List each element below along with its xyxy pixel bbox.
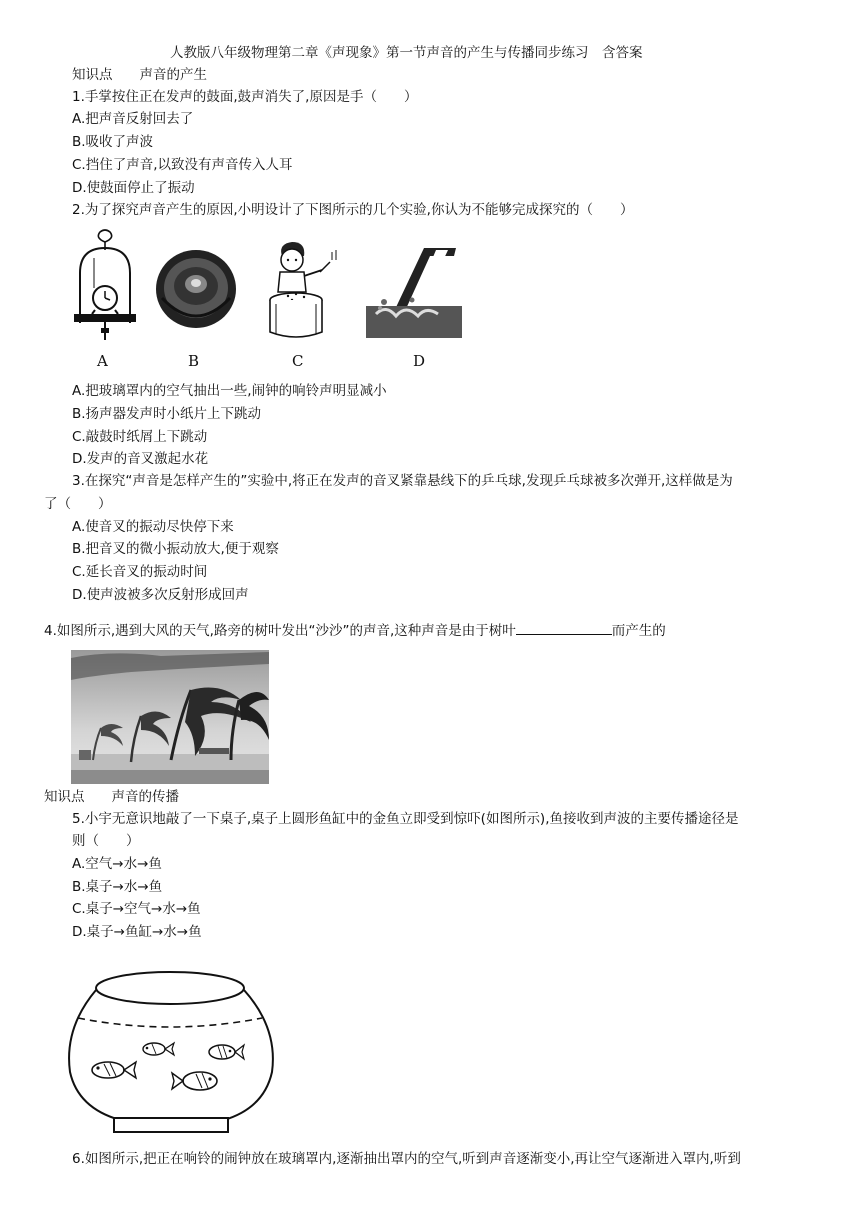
fish-bowl-figure	[64, 968, 314, 1140]
section-heading	[44, 788, 179, 806]
q3-option-b: B.把音叉的微小振动放大,便于观察	[72, 541, 279, 557]
q1-option-a: A.把声音反射回去了	[72, 111, 194, 127]
drum-boy-figure	[262, 240, 344, 342]
q2-option-c: C.敲鼓时纸屑上下跳动	[72, 429, 208, 445]
q2-option-d: D.发声的音叉激起水花	[72, 451, 209, 467]
q2-option-b: B.扬声器发声时小纸片上下跳动	[72, 406, 262, 422]
q5-option-c: C.桌子→空气→水→鱼	[72, 901, 201, 917]
q4-stem-after: 而产生的	[611, 623, 666, 639]
question-1-stem: 1.手掌按住正在发声的鼓面,鼓声消失了,原因是手（ ）	[72, 89, 418, 105]
figure-label-a: A	[97, 352, 108, 370]
q5-option-b: B.桌子→水→鱼	[72, 879, 163, 895]
bell-jar-clock-figure	[70, 228, 140, 346]
q1-option-c: C.挡住了声音,以致没有声音传入人耳	[72, 157, 293, 173]
question-6-stem: 6.如图所示,把正在响铃的闹钟放在玻璃罩内,逐渐抽出罩内的空气,听到声音逐渐变小,再让空气逐渐进入罩内,听到	[72, 1151, 741, 1167]
figure-label-b: B	[188, 352, 200, 370]
q5-option-d: D.桌子→鱼缸→水→鱼	[72, 924, 202, 940]
section-topic: 声音的产生	[139, 67, 207, 83]
question-2-stem: 2.为了探究声音产生的原因,小明设计了下图所示的几个实验,你认为不能够完成探究的（ ）	[72, 202, 634, 218]
q4-stem-before: 4.如图所示,遇到大风的天气,路旁的树叶发出“沙沙”的声音,这种声音是由于树叶	[44, 623, 516, 639]
q1-option-d: D.使鼓面停止了振动	[72, 180, 195, 196]
question-4-stem	[44, 622, 666, 640]
figure-label-c: C	[292, 352, 304, 370]
question-3-stem-cont: 了（ ）	[44, 496, 112, 512]
q3-option-a: A.使音叉的振动尽快停下来	[72, 519, 234, 535]
figure-label-d: D	[413, 352, 426, 370]
section-heading	[72, 66, 207, 84]
tuning-fork-water-figure	[366, 244, 462, 338]
section-label: 知识点	[44, 789, 85, 805]
q2-option-a: A.把玻璃罩内的空气抽出一些,闹钟的响铃声明显减小	[72, 383, 387, 399]
loudspeaker-figure	[154, 248, 238, 330]
q3-option-c: C.延长音叉的振动时间	[72, 564, 208, 580]
question-3-stem: 3.在探究“声音是怎样产生的”实验中,将正在发声的音叉紧靠悬线下的乒乓球,发现乒乓球被多次弹开,这样做是为	[72, 473, 733, 489]
document-title: 人教版八年级物理第二章《声现象》第一节声音的产生与传播同步练习 含答案	[170, 45, 643, 61]
storm-palm-trees-photo	[71, 650, 269, 784]
q5-option-a: A.空气→水→鱼	[72, 856, 162, 872]
question-5-stem-cont: 则（ ）	[72, 833, 140, 849]
section-topic: 声音的传播	[111, 789, 179, 805]
section-label: 知识点	[72, 67, 113, 83]
answer-blank	[516, 622, 612, 635]
question-5-stem: 5.小宇无意识地敲了一下桌子,桌子上圆形鱼缸中的金鱼立即受到惊吓(如图所示),鱼接收到声波的主要传播途径是	[72, 811, 739, 827]
q1-option-b: B.吸收了声波	[72, 134, 154, 150]
q3-option-d: D.使声波被多次反射形成回声	[72, 587, 249, 603]
